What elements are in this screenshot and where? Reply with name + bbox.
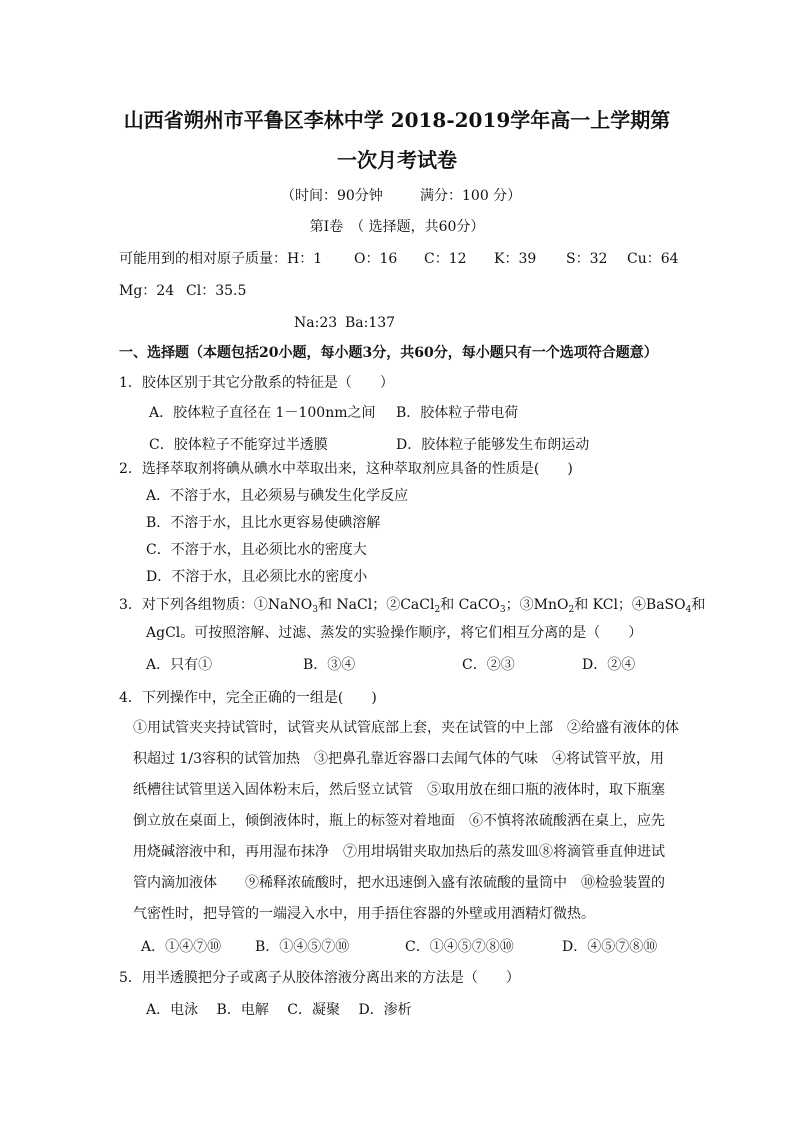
mass-s: S：32 (566, 251, 608, 267)
q5-options: A．电泳 B．电解 C．凝聚 D．渗析 (146, 1002, 412, 1018)
mass-na: Na:23 (294, 315, 338, 331)
mass-h: H：1 (287, 251, 323, 267)
exam-score: 满分：100 分） (420, 188, 522, 204)
q1-stem: 1．胶体区别于其它分散系的特征是（ ） (119, 375, 394, 391)
q4-option-c: C．①④⑤⑦⑧⑩ (405, 939, 514, 955)
q2-stem: 2．选择萃取剂将碘从碘水中萃取出来，这种萃取剂应具备的性质是( ) (119, 461, 573, 477)
exam-title-line1: 山西省朔州市平鲁区李林中学 2018-2019学年高一上学期第 (123, 108, 671, 132)
mass-cu: Cu：64 (627, 251, 679, 267)
q4-text-line6: 管内滴加液体 ⑨稀释浓硫酸时，把水迅速倒入盛有浓硫酸的量筒中 ⑩检验装置的 (133, 875, 665, 891)
q1-option-c: C．胶体粒子不能穿过半透膜 (149, 437, 328, 453)
mass-k: K：39 (494, 251, 537, 267)
q4-text-line3: 纸槽往试管里送入固体粉末后，然后竖立试管 ⑤取用放在细口瓶的液体时，取下瓶塞 (133, 782, 665, 798)
mass-mg: Mg：24 (119, 283, 175, 299)
q1-option-a: A．胶体粒子直径在 1－100nm之间 (149, 405, 376, 421)
q4-text-line2: 积超过 1/3容积的试管加热 ③把鼻孔靠近容器口去闻气体的气味 ④将试管平放，用 (133, 751, 664, 767)
q4-text-line5: 用烧碱溶液中和，再用湿布抹净 ⑦用坩埚钳夹取加热后的蒸发皿⑧将滴管垂直伸进试 (133, 844, 665, 860)
mass-c: C：12 (424, 251, 467, 267)
q4-option-d: D．④⑤⑦⑧⑩ (562, 939, 658, 955)
q3-stem-line2: AgCl。可按照溶解、过滤、蒸发的实验操作顺序，将它们相互分离的是（ ） (146, 625, 643, 641)
q1-option-d: D．胶体粒子能够发生布朗运动 (396, 437, 590, 453)
mass-o: O：16 (354, 251, 398, 267)
mass-ba: Ba:137 (345, 315, 396, 331)
section-heading: 第Ⅰ卷 （ 选择题，共60分） (309, 219, 485, 235)
q3-stem: 3．对下列各组物质：①NaNO$_3$和 NaCl；②CaCl$_2$和 CaCO$_3$；③MnO$_2$和 KCl；④BaSO$_4$和 (119, 597, 706, 615)
q2-option-d: D．不溶于水，且必须比水的密度小 (146, 569, 368, 585)
q4-option-a: A．①④⑦⑩ (141, 939, 222, 955)
q2-option-b: B．不溶于水，且比水更容易使碘溶解 (146, 515, 381, 531)
q5-stem: 5．用半透膜把分子或离子从胶体溶液分离出来的方法是（ ） (119, 970, 520, 986)
q4-text-line4: 倒立放在桌面上，倾倒液体时，瓶上的标签对着地面 ⑥不慎将浓硫酸洒在桌上，应先 (133, 813, 665, 829)
q2-option-c: C．不溶于水，且必须比水的密度大 (146, 542, 367, 558)
q3-option-b: B．③④ (303, 657, 356, 673)
q4-text-line7: 气密性时，把导管的一端浸入水中，用手捂住容器的外壁或用酒精灯微热。 (133, 906, 595, 922)
part1-heading: 一、选择题（本题包括20小题，每小题3分，共60分，每小题只有一个选项符合题意） (119, 345, 658, 361)
q1-option-b: B．胶体粒子带电荷 (396, 405, 519, 421)
exam-title-line2: 一次月考试卷 (337, 148, 457, 172)
q2-option-a: A．不溶于水，且必须易与碘发生化学反应 (146, 488, 409, 504)
q3-option-c: C．②③ (462, 657, 515, 673)
q3-option-d: D．②④ (582, 657, 636, 673)
q4-option-b: B．①④⑤⑦⑩ (255, 939, 350, 955)
mass-cl: Cl：35.5 (186, 283, 247, 299)
exam-time: （时间：90分钟 (281, 188, 383, 204)
q4-stem: 4．下列操作中，完全正确的一组是( ) (119, 690, 377, 706)
atomic-masses-label: 可能用到的相对原子质量： (119, 251, 287, 267)
q3-option-a: A．只有① (146, 657, 213, 673)
q4-text-line1: ①用试管夹夹持试管时，试管夹从试管底部上套，夹在试管的中上部 ②给盛有液体的体 (133, 720, 679, 736)
